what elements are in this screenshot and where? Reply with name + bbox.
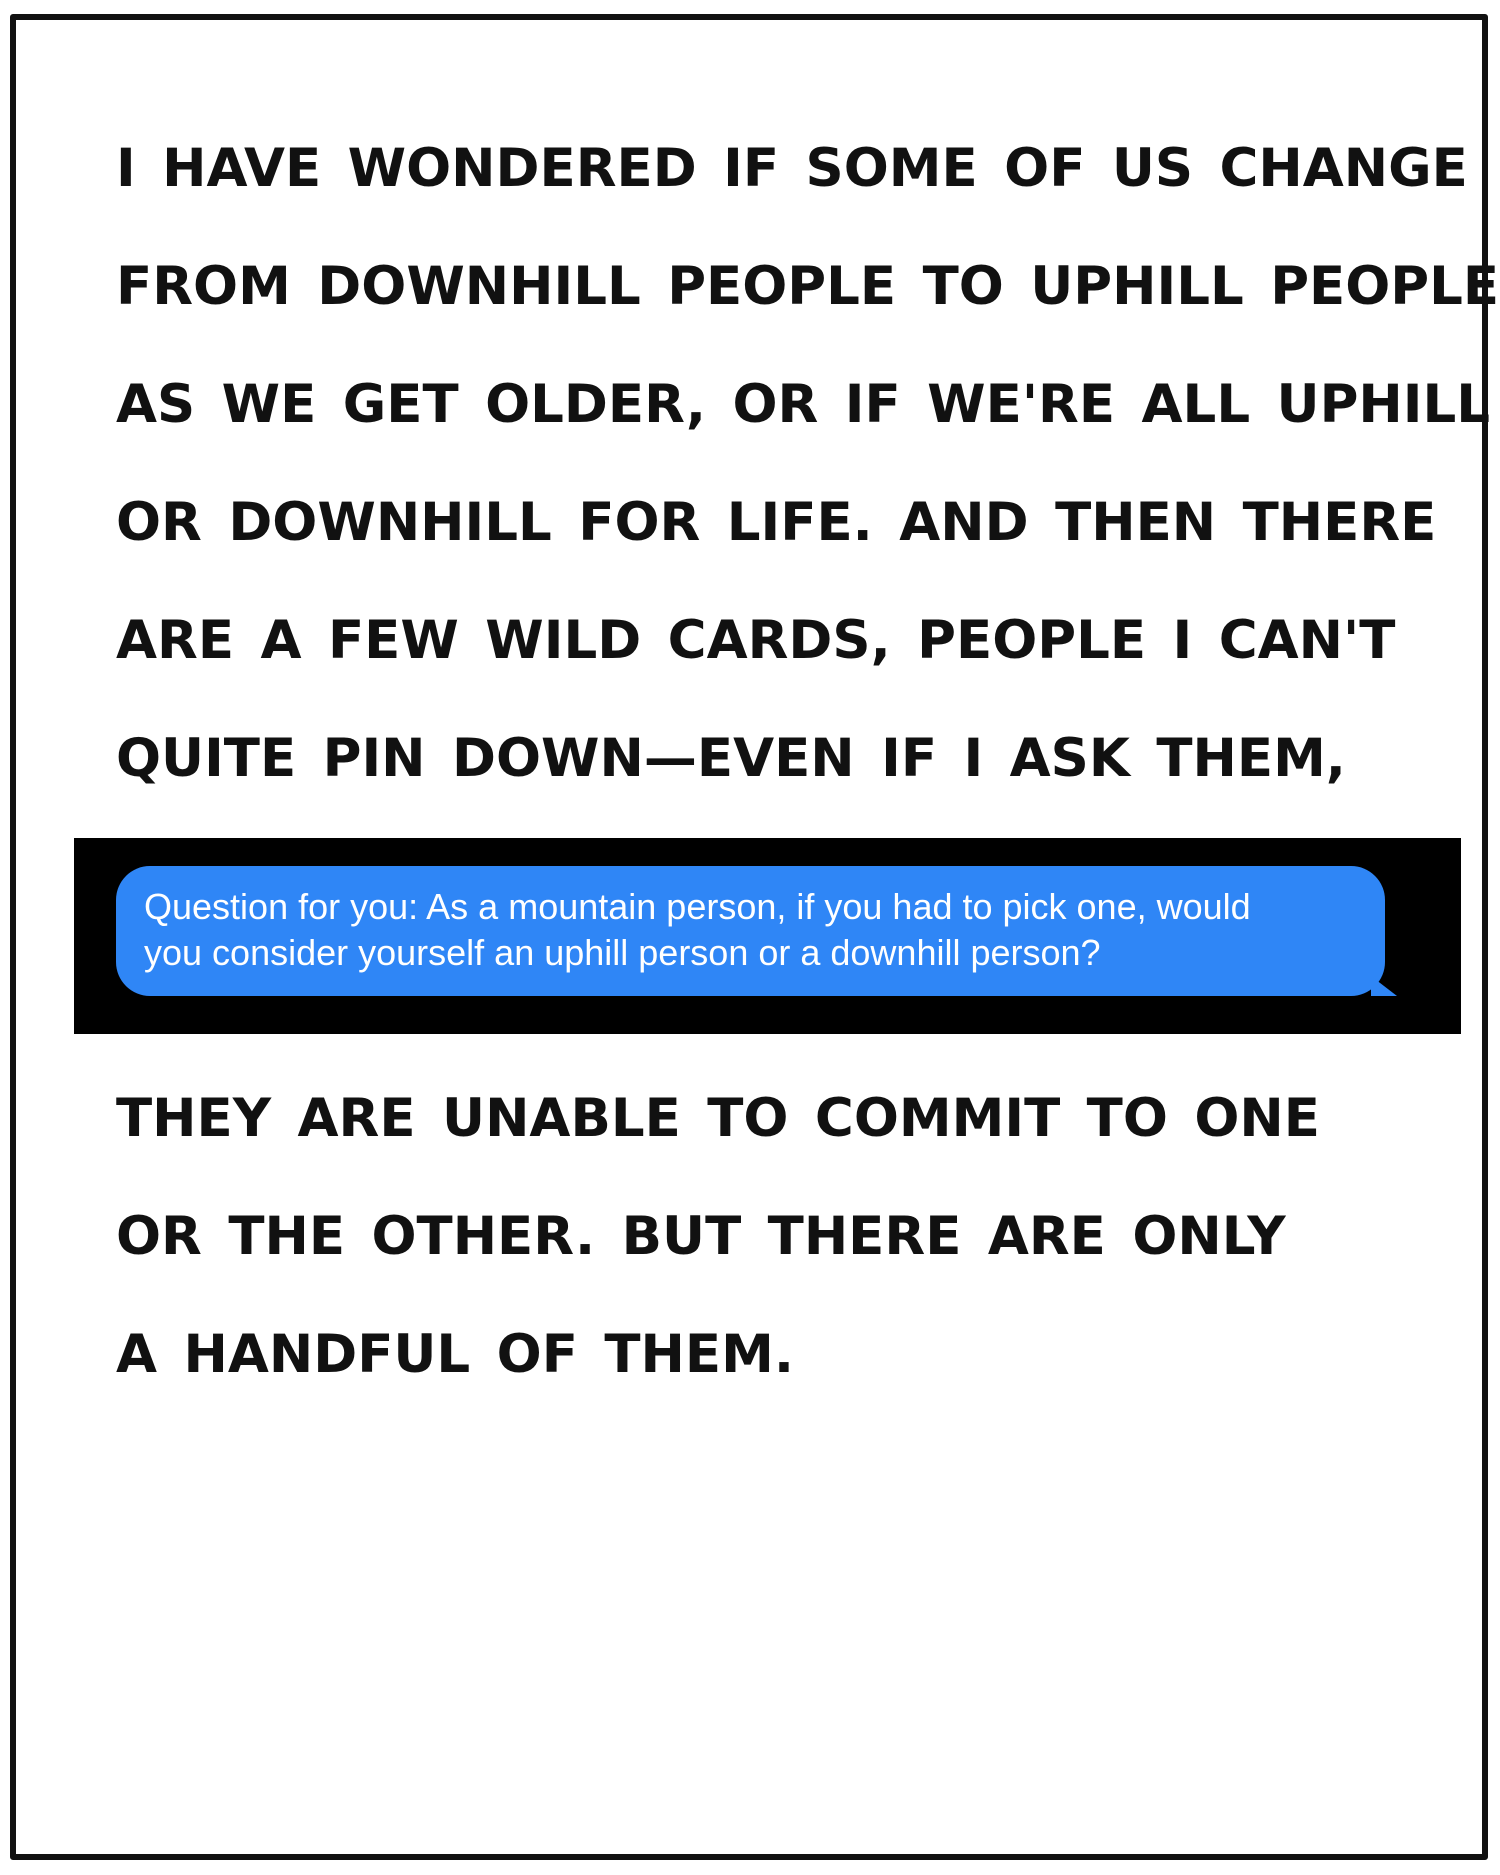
text-message-screenshot: [74, 838, 1461, 1034]
intro-line: I HAVE WONDERED IF SOME OF US CHANGE: [116, 138, 1468, 199]
intro-line: FROM DOWNHILL PEOPLE TO UPHILL PEOPLE: [116, 256, 1500, 317]
intro-line: QUITE PIN DOWN—EVEN IF I ASK THEM,: [116, 728, 1346, 789]
intro-line: ARE A FEW WILD CARDS, PEOPLE I CAN'T: [116, 610, 1396, 671]
intro-line: AS WE GET OLDER, OR IF WE'RE ALL UPHILL: [116, 374, 1491, 435]
message-bubble: [116, 866, 1385, 996]
message-line: Question for you: As a mountain person, if you had to pick one, would: [144, 886, 1251, 927]
intro-line: OR DOWNHILL FOR LIFE. AND THEN THERE: [116, 492, 1437, 553]
outro-text: [116, 1060, 1320, 1414]
intro-text: [116, 110, 1499, 818]
comic-panel: [10, 14, 1500, 1860]
message-line: you consider yourself an uphill person or a downhill person?: [144, 932, 1101, 973]
outro-line: A HANDFUL OF THEM.: [116, 1324, 794, 1385]
bubble-tail: [1371, 976, 1397, 996]
outro-line: OR THE OTHER. BUT THERE ARE ONLY: [116, 1206, 1286, 1267]
outro-line: THEY ARE UNABLE TO COMMIT TO ONE: [116, 1088, 1320, 1149]
